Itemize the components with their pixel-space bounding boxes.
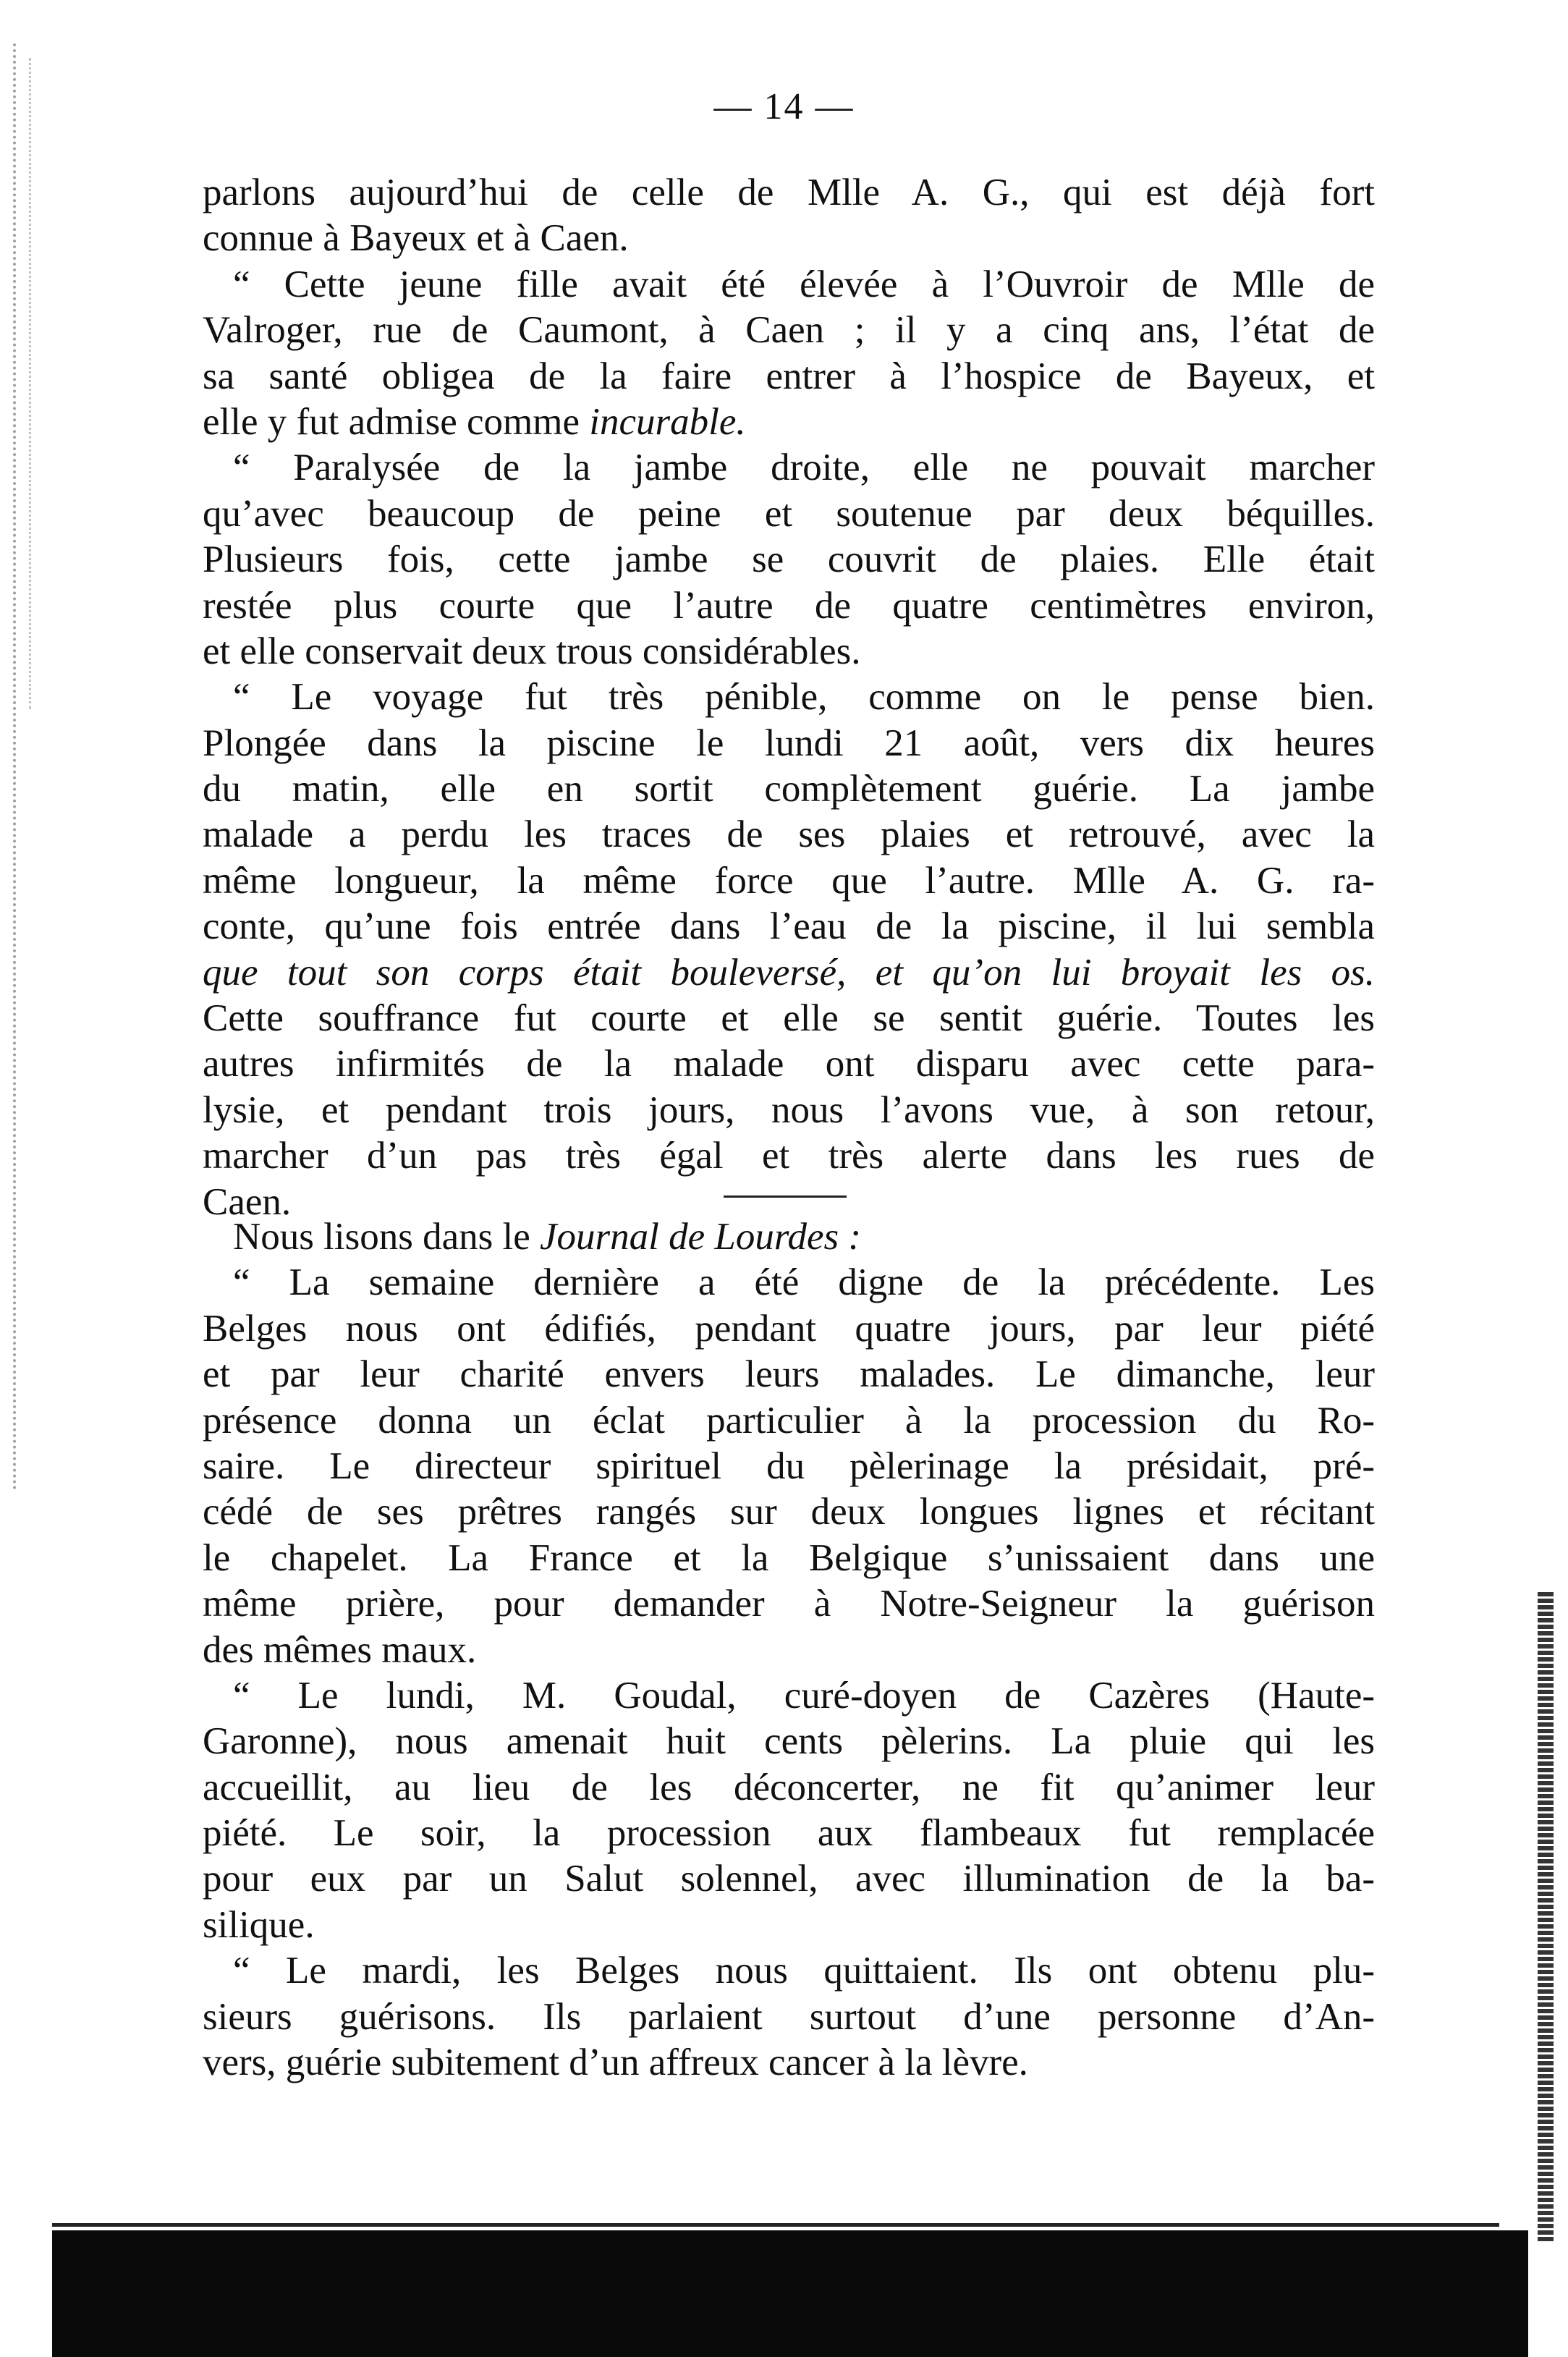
text-line: sieurs guérisons. Ils parlaient surtout d’une personne d’An- bbox=[203, 1995, 1375, 2038]
text-line: restée plus courte que l’autre de quatre centimètres environ, bbox=[203, 584, 1375, 627]
text-line: Garonne), nous amenait huit cents pèlerins. La pluie qui les bbox=[203, 1720, 1375, 1763]
text-line: piété. Le soir, la procession aux flambeaux fut remplacée bbox=[203, 1812, 1375, 1855]
text-line: et elle conservait deux trous considérables. bbox=[203, 630, 861, 672]
text-line: “ Le mardi, les Belges nous quittaient. Ils ont obtenu plu- bbox=[233, 1950, 1375, 1992]
text-line: autres infirmités de la malade ont disparu avec cette para- bbox=[203, 1043, 1375, 1086]
text-line: connue à Bayeux et à Caen. bbox=[203, 217, 629, 260]
text-line: Plongée dans la piscine le lundi 21 août, vers dix heures bbox=[203, 722, 1375, 764]
scan-bottom-shadow bbox=[52, 2230, 1528, 2357]
section-separator bbox=[724, 1196, 847, 1198]
text-section-1 bbox=[203, 170, 1375, 1225]
text-line: et par leur charité envers leurs malades. Le dimanche, leur bbox=[203, 1353, 1375, 1396]
text-line: vers, guérie subitement d’un affreux cancer à la lèvre. bbox=[203, 2041, 1028, 2084]
bottom-rule bbox=[52, 2223, 1499, 2227]
text-line: saire. Le directeur spirituel du pèlerinage la présidait, pré- bbox=[203, 1444, 1375, 1487]
text-line: Belges nous ont édifiés, pendant quatre jours, par leur piété bbox=[203, 1307, 1375, 1350]
text-line: parlons aujourd’hui de celle de Mlle A. G., qui est déjà fort bbox=[203, 172, 1375, 213]
text-line: sa santé obligea de la faire entrer à l’hospice de Bayeux, et bbox=[203, 355, 1375, 397]
text-line-with-italic bbox=[203, 1214, 1375, 1260]
text-line: le chapelet. La France et la Belgique s’unissaient dans une bbox=[203, 1536, 1375, 1579]
text-line: présence donna un éclat particulier à la procession du Ro- bbox=[203, 1399, 1375, 1442]
text-fragment: elle y fut admise comme bbox=[203, 400, 580, 443]
text-fragment: Nous lisons dans le bbox=[233, 1216, 530, 1258]
text-line: “ Paralysée de la jambe droite, elle ne pouvait marcher bbox=[233, 447, 1375, 489]
text-line: conte, qu’une fois entrée dans l’eau de la piscine, il lui sembla bbox=[203, 905, 1375, 948]
text-line-with-italic bbox=[203, 399, 1375, 445]
text-line: pour eux par un Salut solennel, avec illumination de la ba- bbox=[203, 1858, 1375, 1900]
text-line: “ Cette jeune fille avait été élevée à l’Ouvroir de Mlle de bbox=[233, 263, 1375, 305]
text-line: même prière, pour demander à Notre-Seigneur la guérison bbox=[203, 1583, 1375, 1625]
text-line: “ Le lundi, M. Goudal, curé-doyen de Cazères (Haute- bbox=[233, 1674, 1375, 1717]
text-line: Caen. bbox=[203, 1180, 292, 1223]
text-line: du matin, elle en sortit complètement guérie. La jambe bbox=[203, 768, 1375, 811]
text-line: Plusieurs fois, cette jambe se couvrit de plaies. Elle était bbox=[203, 538, 1375, 581]
italic-text-line: que tout son corps était bouleversé, et qu’on lui broyait les os. bbox=[203, 951, 1375, 994]
page-number: — 14 — bbox=[713, 86, 855, 127]
text-line: cédé de ses prêtres rangés sur deux longues lignes et récitant bbox=[203, 1491, 1375, 1533]
text-line: malade a perdu les traces de ses plaies et retrouvé, avec la bbox=[203, 813, 1375, 856]
scan-edge-artifact bbox=[13, 43, 20, 1491]
italic-text: incurable. bbox=[589, 400, 746, 443]
text-line: “ Le voyage fut très pénible, comme on le pense bien. bbox=[233, 676, 1375, 719]
italic-text: Journal de Lourdes : bbox=[540, 1216, 862, 1258]
text-line: accueillit, au lieu de les déconcerter, ne fit qu’animer leur bbox=[203, 1766, 1375, 1808]
text-line: qu’avec beaucoup de peine et soutenue par deux béquilles. bbox=[203, 492, 1375, 535]
text-line: Valroger, rue de Caumont, à Caen ; il y a cinq ans, l’état de bbox=[203, 309, 1375, 352]
scan-edge-artifact bbox=[1538, 1592, 1554, 2243]
text-line: marcher d’un pas très égal et très alerte dans les rues de bbox=[203, 1135, 1375, 1177]
text-line: même longueur, la même force que l’autre. Mlle A. G. ra- bbox=[203, 859, 1375, 902]
text-line: Cette souffrance fut courte et elle se sentit guérie. Toutes les bbox=[203, 997, 1375, 1040]
text-section-2 bbox=[203, 1214, 1375, 2086]
text-line: “ La semaine dernière a été digne de la précédente. Les bbox=[233, 1261, 1375, 1304]
scan-edge-artifact bbox=[29, 58, 34, 709]
text-line: silique. bbox=[203, 1903, 315, 1946]
text-line: des mêmes maux. bbox=[203, 1628, 477, 1671]
text-line: lysie, et pendant trois jours, nous l’avons vue, à son retour, bbox=[203, 1088, 1375, 1131]
